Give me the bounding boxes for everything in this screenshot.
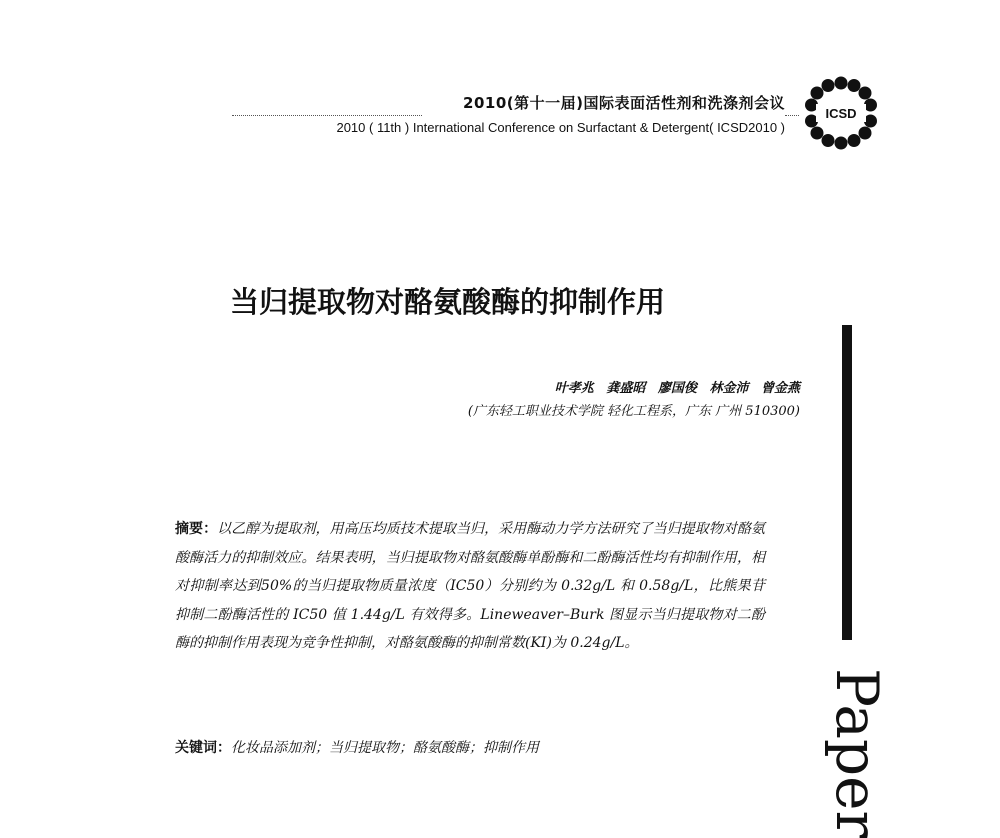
icsd-logo xyxy=(802,74,880,152)
paper-title: 当归提取物对酪氨酸酶的抑制作用 xyxy=(230,285,666,319)
keywords-text: 化妆品添加剂；当归提取物；酪氨酸酶；抑制作用 xyxy=(231,740,539,756)
conference-title-cn: 2010(第十一届)国际表面活性剂和洗涤剂会议 xyxy=(463,94,785,112)
side-black-bar xyxy=(842,325,852,640)
author: 林金沛 xyxy=(709,381,749,396)
abstract xyxy=(175,515,765,658)
abstract-label: 摘要： xyxy=(175,521,218,537)
affiliation: (广东轻工职业技术学院 轻化工程系，广东 广州 510300) xyxy=(467,404,800,419)
header-leader-dots-right xyxy=(785,115,799,116)
header-leader-dots xyxy=(232,115,422,116)
side-label: Paper xyxy=(823,668,891,838)
author: 曾金燕 xyxy=(760,381,800,396)
author: 廖国俊 xyxy=(657,381,697,396)
author: 叶孝兆 xyxy=(554,381,594,396)
author: 龚盛昭 xyxy=(606,381,646,396)
keywords xyxy=(175,737,765,757)
keywords-label: 关键词： xyxy=(175,740,231,756)
logo-text: ICSD xyxy=(825,106,857,121)
abstract-text: 以乙醇为提取剂，用高压均质技术提取当归，采用酶动力学方法研究了当归提取物对酪氨酸酶活力的抑制效应。结果表明，当归提取物对酪氨酸酶单酚酶和二酚酶活性均有抑制作用，相对抑制率达到50%的当归提取物质量浓度（IC50）分别约为 0.32g/L 和 0.58g/L，比熊果苷抑制二酚酶活性的 IC50 值 1.44g/L 有效得多。Lineweaver–Burk 图显示当归提取物对二酚酶的抑制作用表现为竞争性抑制，对酪氨酸酶的抑制常数(KI)为 0.24g/L。 xyxy=(175,521,766,651)
author-list xyxy=(555,377,800,396)
conference-title-en: 2010 ( 11th ) International Conference on Surfactant & Detergent( ICSD2010 ) xyxy=(336,120,785,135)
